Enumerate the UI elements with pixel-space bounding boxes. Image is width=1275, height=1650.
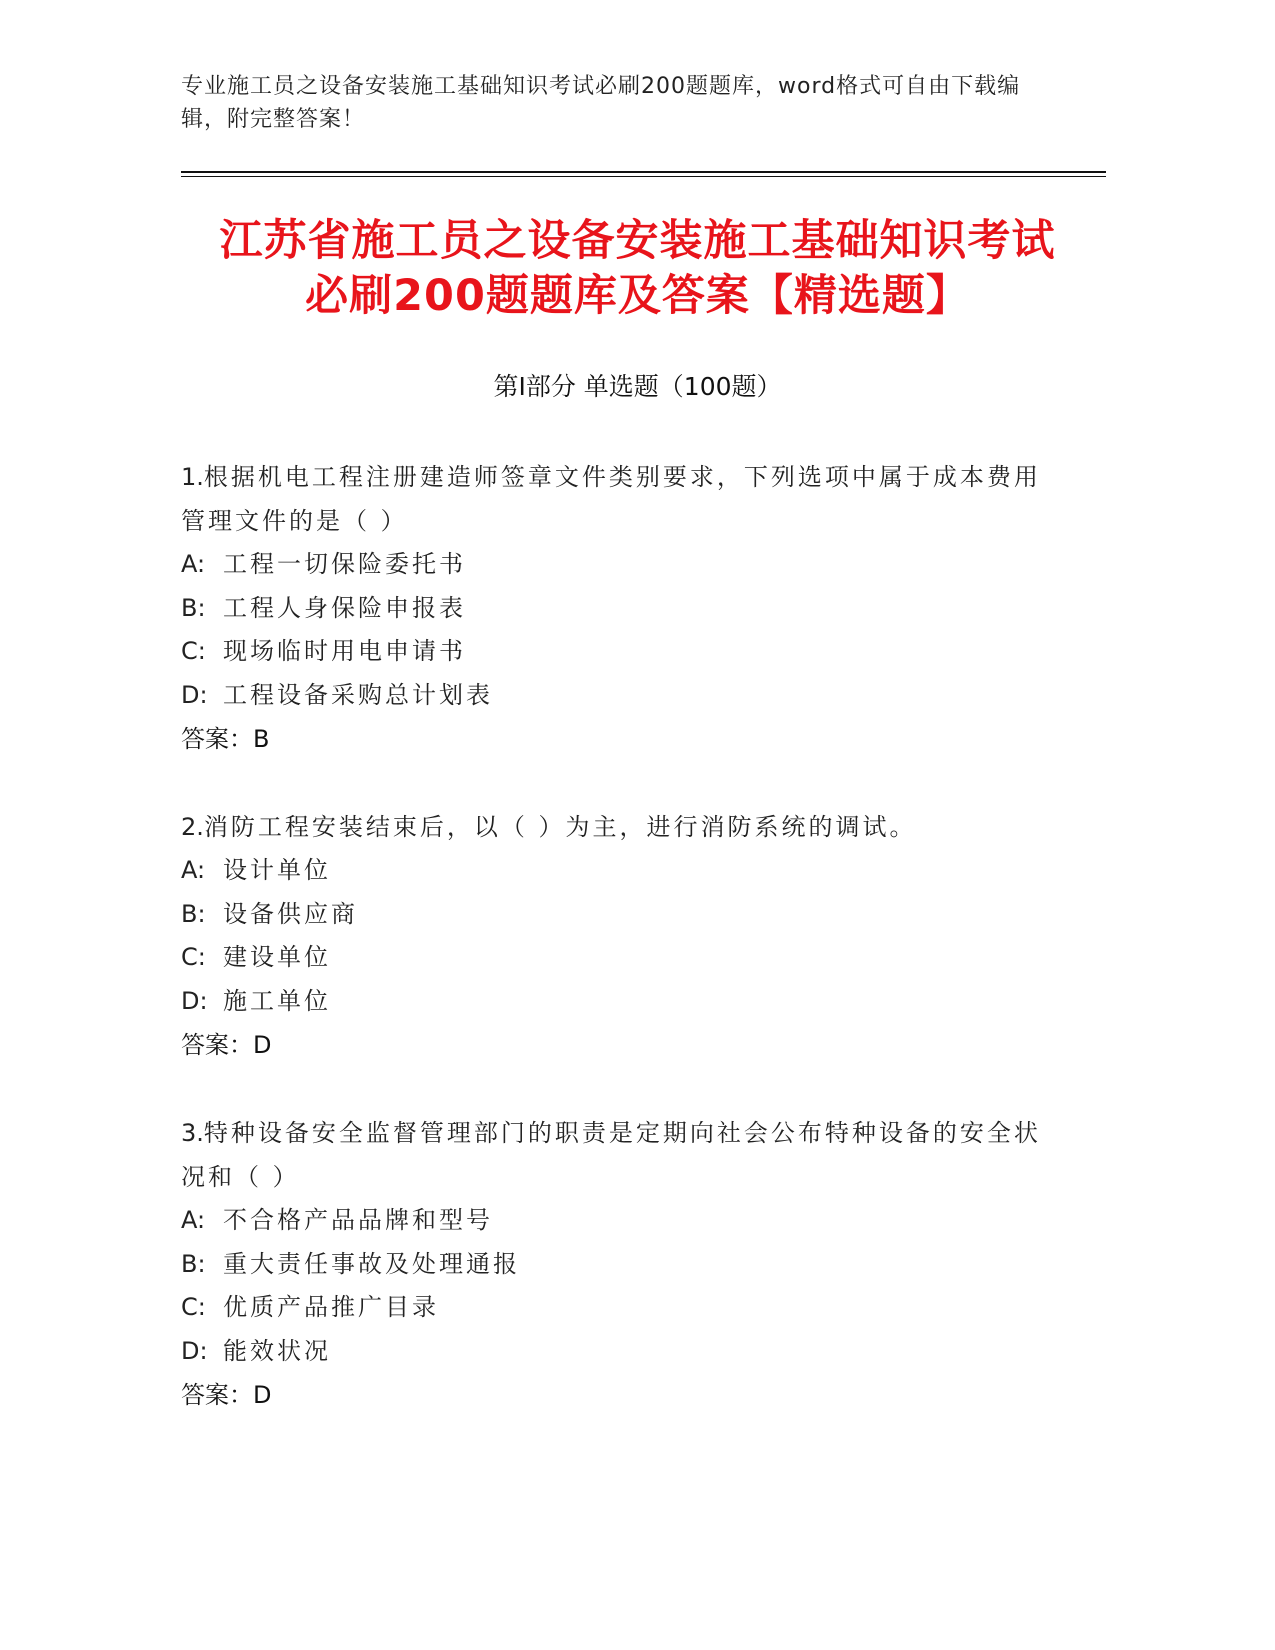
option-text: 现场临时用电申请书 (223, 637, 466, 665)
option-text: 优质产品推广目录 (223, 1293, 439, 1321)
option-letter: A: (181, 550, 206, 578)
option-letter: A: (181, 1206, 206, 1234)
document-title-line-2: 必刷200题题库及答案【精选题】 (305, 271, 970, 321)
section-heading: 第Ⅰ部分 单选题（100题） (493, 372, 782, 401)
option-letter: D: (181, 986, 208, 1015)
question-stem (181, 805, 1041, 849)
option-b (181, 1243, 1041, 1287)
option-letter: B: (181, 1249, 206, 1278)
option-c (181, 630, 1041, 674)
question-number: 1. (181, 463, 204, 491)
document-title-line-1: 江苏省施工员之设备安装施工基础知识考试 (219, 216, 1056, 266)
option-letter: C: (181, 1293, 206, 1321)
question-number: 2. (181, 813, 204, 841)
option-text: 施工单位 (223, 986, 331, 1015)
option-c (181, 936, 1041, 980)
option-a (181, 1199, 1041, 1243)
option-a (181, 849, 1041, 893)
document-title (150, 214, 1125, 324)
option-b (181, 587, 1041, 631)
question-list (181, 455, 1041, 1461)
option-letter: B: (181, 593, 206, 622)
option-text: 工程设备采购总计划表 (223, 680, 493, 709)
option-c (181, 1286, 1041, 1330)
question-2 (181, 805, 1041, 1067)
question-text: 消防工程安装结束后，以（ ）为主，进行消防系统的调试。 (203, 813, 917, 841)
option-text: 设计单位 (223, 856, 331, 884)
question-stem (181, 455, 1041, 543)
option-b (181, 893, 1041, 937)
question-answer: 答案：D (181, 1381, 272, 1409)
option-text: 不合格产品品牌和型号 (223, 1206, 493, 1234)
question-1 (181, 455, 1041, 761)
option-text: 工程人身保险申报表 (223, 593, 466, 622)
option-d (181, 674, 1041, 718)
header-divider-thick (181, 171, 1106, 173)
question-3 (181, 1111, 1041, 1417)
question-number: 3. (181, 1119, 204, 1147)
option-letter: C: (181, 943, 206, 971)
header-divider-thin (181, 176, 1106, 177)
option-text: 能效状况 (223, 1336, 331, 1365)
option-text: 工程一切保险委托书 (223, 550, 466, 578)
question-text: 特种设备安全监督管理部门的职责是定期向社会公布特种设备的安全状况和（ ） (181, 1119, 1041, 1191)
option-text: 设备供应商 (223, 899, 358, 928)
question-stem (181, 1111, 1041, 1199)
option-text: 建设单位 (223, 943, 331, 971)
question-answer: 答案：B (181, 725, 270, 753)
option-letter: C: (181, 637, 206, 665)
option-d (181, 980, 1041, 1024)
question-answer: 答案：D (181, 1031, 272, 1059)
option-letter: A: (181, 856, 206, 884)
option-d (181, 1330, 1041, 1374)
option-letter: D: (181, 1336, 208, 1365)
option-letter: B: (181, 899, 206, 928)
option-letter: D: (181, 680, 208, 709)
option-text: 重大责任事故及处理通报 (223, 1249, 520, 1278)
question-text: 根据机电工程注册建造师签章文件类别要求，下列选项中属于成本费用管理文件的是（ ） (181, 463, 1041, 535)
option-a (181, 543, 1041, 587)
header-note: 专业施工员之设备安装施工基础知识考试必刷200题题库，word格式可自由下载编辑，附完整答案！ (181, 74, 1021, 132)
